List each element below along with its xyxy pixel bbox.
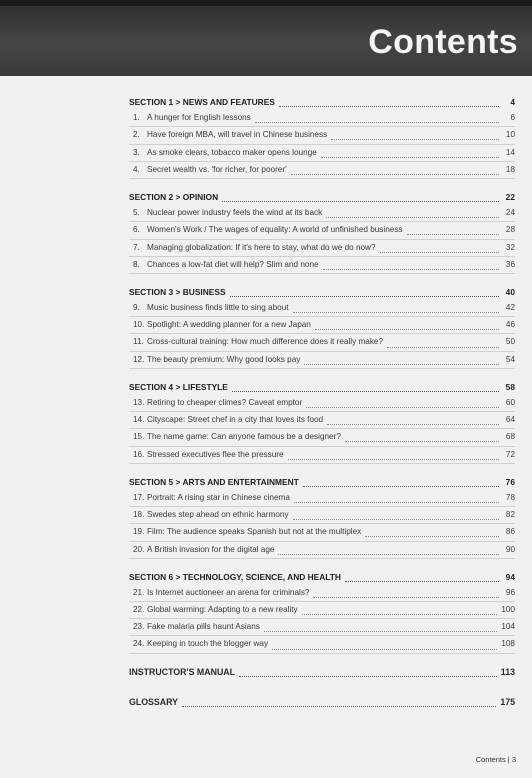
entry-title: Retiring to cheaper climes? Caveat emptor bbox=[147, 398, 303, 407]
entry-page: 64 bbox=[505, 415, 515, 425]
section-title: GLOSSARY bbox=[129, 696, 179, 707]
section-page: 175 bbox=[500, 696, 515, 707]
entry-title: Global warming: Adapting to a new reality bbox=[147, 605, 298, 615]
dot-leader bbox=[365, 527, 499, 537]
dot-leader bbox=[407, 225, 499, 235]
dot-leader bbox=[304, 355, 499, 365]
section-page: 22 bbox=[505, 191, 515, 202]
toc-entry[interactable] bbox=[129, 162, 515, 179]
entry-number: 24. bbox=[133, 639, 145, 649]
dot-leader bbox=[291, 165, 499, 175]
entry-title: Fake malaria pills haunt Asians bbox=[147, 622, 260, 632]
entry-page: 36 bbox=[505, 259, 515, 269]
entry-number: 17. bbox=[133, 492, 145, 502]
section-page: 113 bbox=[500, 666, 515, 677]
dot-leader bbox=[293, 510, 499, 520]
entry-number: 18. bbox=[133, 510, 145, 520]
entry-number: 9. bbox=[133, 303, 140, 313]
dot-leader bbox=[326, 208, 499, 218]
toc-entry[interactable] bbox=[129, 507, 515, 524]
entry-number: 5. bbox=[133, 208, 140, 218]
entry-page: 6 bbox=[510, 113, 515, 123]
dot-leader bbox=[182, 697, 496, 707]
entry-page: 104 bbox=[501, 622, 515, 632]
entry-number: 12. bbox=[133, 354, 145, 364]
toc-entry[interactable] bbox=[129, 300, 515, 317]
entry-number: 7. bbox=[133, 242, 140, 252]
entry-title: Stressed executives flee the pressure bbox=[147, 449, 284, 459]
entry-page: 32 bbox=[505, 242, 515, 252]
toc-entry[interactable] bbox=[129, 145, 515, 162]
dot-leader bbox=[303, 477, 499, 487]
entry-title: Spotlight: A wedding planner for a new Japan bbox=[147, 320, 311, 330]
entry-title: Managing globalization: If it's here to stay, what do we do now? bbox=[147, 242, 376, 252]
toc-instructors-manual bbox=[129, 664, 515, 680]
entry-page: 60 bbox=[505, 398, 515, 407]
entry-page: 28 bbox=[505, 225, 515, 235]
header-banner bbox=[0, 0, 532, 76]
section-heading[interactable] bbox=[129, 284, 515, 300]
dot-leader bbox=[306, 398, 499, 408]
toc-entry[interactable] bbox=[129, 257, 515, 274]
entry-title: Film: The audience speaks Spanish but not at the multiplex bbox=[147, 527, 362, 537]
entry-page: 72 bbox=[505, 449, 515, 459]
toc-section-6 bbox=[129, 569, 515, 654]
section-heading[interactable] bbox=[129, 664, 515, 680]
entry-number: 8. bbox=[133, 259, 140, 269]
entry-title: A British invasion for the digital age bbox=[147, 544, 275, 554]
section-title: SECTION 6 > TECHNOLOGY, SCIENCE, AND HEALTH bbox=[129, 571, 341, 582]
entry-number: 11. bbox=[133, 337, 144, 347]
section-page: 94 bbox=[505, 571, 515, 582]
section-heading[interactable] bbox=[129, 94, 515, 110]
table-of-contents bbox=[129, 94, 515, 724]
toc-entry[interactable] bbox=[129, 352, 515, 369]
entry-page: 100 bbox=[501, 605, 515, 615]
toc-entry[interactable] bbox=[129, 205, 515, 222]
entry-title: Have foreign MBA, will travel in Chinese business bbox=[147, 130, 328, 140]
entry-page: 50 bbox=[505, 337, 515, 347]
dot-leader bbox=[288, 450, 499, 460]
dot-leader bbox=[327, 415, 499, 425]
dot-leader bbox=[255, 113, 499, 123]
entry-title: Women's Work / The wages of equality: A world of unfinished business bbox=[147, 225, 403, 235]
entry-page: 86 bbox=[505, 527, 515, 537]
entry-title: Chances a low-fat diet will help? Slim and none bbox=[147, 259, 319, 269]
dot-leader bbox=[331, 130, 499, 140]
entry-page: 42 bbox=[505, 303, 515, 313]
toc-entry[interactable] bbox=[129, 127, 515, 144]
entry-page: 24 bbox=[505, 208, 515, 218]
dot-leader bbox=[345, 432, 499, 442]
dot-leader bbox=[230, 287, 499, 297]
toc-entry[interactable] bbox=[129, 222, 515, 239]
toc-section-2 bbox=[129, 189, 515, 274]
toc-entry[interactable] bbox=[129, 395, 515, 412]
entry-number: 19. bbox=[133, 527, 145, 537]
toc-section-1 bbox=[129, 94, 515, 179]
entry-page: 96 bbox=[505, 587, 515, 597]
dot-leader bbox=[278, 545, 499, 555]
toc-entry[interactable] bbox=[129, 524, 515, 541]
entry-number: 21. bbox=[133, 587, 145, 597]
entry-title: A hunger for English lessons bbox=[147, 113, 251, 123]
entry-page: 108 bbox=[501, 639, 515, 649]
toc-entry[interactable] bbox=[129, 412, 515, 429]
dot-leader bbox=[264, 622, 497, 632]
toc-entry[interactable] bbox=[129, 585, 515, 602]
toc-entry[interactable] bbox=[129, 429, 515, 446]
section-heading[interactable] bbox=[129, 694, 515, 710]
entry-title: Keeping in touch the blogger way bbox=[147, 639, 269, 649]
entry-number: 1. bbox=[133, 113, 140, 123]
entry-page: 54 bbox=[505, 354, 515, 364]
entry-title: Secret wealth vs. 'for richer, for poorer' bbox=[147, 164, 287, 174]
page-footer: Contents | 3 bbox=[475, 755, 516, 764]
section-heading[interactable] bbox=[129, 474, 515, 490]
entry-number: 4. bbox=[133, 164, 140, 174]
entry-page: 68 bbox=[505, 432, 515, 442]
toc-entry[interactable] bbox=[129, 636, 515, 653]
toc-section-4 bbox=[129, 379, 515, 464]
dot-leader bbox=[222, 192, 499, 202]
section-title: SECTION 1 > NEWS AND FEATURES bbox=[129, 97, 275, 107]
entry-number: 22. bbox=[133, 605, 145, 615]
dot-leader bbox=[387, 338, 499, 348]
toc-entry[interactable] bbox=[129, 447, 515, 464]
dot-leader bbox=[313, 588, 499, 598]
section-title: INSTRUCTOR'S MANUAL bbox=[129, 666, 236, 677]
dot-leader bbox=[345, 572, 499, 582]
toc-entry[interactable] bbox=[129, 240, 515, 257]
dot-leader bbox=[294, 493, 499, 503]
toc-entry[interactable] bbox=[129, 317, 515, 334]
entry-page: 10 bbox=[505, 130, 515, 140]
section-title: SECTION 2 > OPINION bbox=[129, 191, 219, 202]
entry-page: 18 bbox=[505, 164, 515, 174]
entry-title: As smoke clears, tobacco maker opens lounge bbox=[147, 147, 317, 157]
entry-number: 23. bbox=[133, 622, 145, 632]
section-title: SECTION 5 > ARTS AND ENTERTAINMENT bbox=[129, 476, 299, 487]
entry-number: 2. bbox=[133, 130, 140, 140]
page-title: Contents bbox=[368, 23, 518, 61]
toc-entry[interactable] bbox=[129, 110, 515, 127]
section-title: SECTION 3 > BUSINESS bbox=[129, 286, 226, 297]
dot-leader bbox=[279, 97, 499, 107]
entry-page: 90 bbox=[505, 544, 515, 554]
banner-top-strip bbox=[0, 0, 532, 6]
toc-entry[interactable] bbox=[129, 334, 515, 351]
entry-title: Cross-cultural training: How much difference does it really make? bbox=[147, 337, 384, 347]
entry-number: 20. bbox=[133, 544, 145, 554]
dot-leader bbox=[232, 382, 499, 392]
dot-leader bbox=[323, 260, 499, 270]
entry-number: 14. bbox=[133, 415, 145, 425]
entry-page: 46 bbox=[505, 320, 515, 330]
dot-leader bbox=[380, 243, 499, 253]
entry-number: 15. bbox=[133, 432, 145, 442]
entry-number: 6. bbox=[133, 225, 140, 235]
toc-entry[interactable] bbox=[129, 490, 515, 507]
entry-title: Nuclear power industry feels the wind at its back bbox=[147, 208, 323, 218]
toc-section-3 bbox=[129, 284, 515, 369]
dot-leader bbox=[272, 640, 497, 650]
section-heading[interactable] bbox=[129, 569, 515, 585]
toc-entry[interactable] bbox=[129, 602, 515, 619]
section-title: SECTION 4 > LIFESTYLE bbox=[129, 381, 228, 392]
entry-title: Music business finds little to sing about bbox=[147, 303, 289, 313]
entry-title: Portrait: A rising star in Chinese cinema bbox=[147, 492, 290, 502]
entry-page: 14 bbox=[505, 147, 515, 157]
dot-leader bbox=[302, 605, 498, 615]
dot-leader bbox=[315, 320, 499, 330]
entry-title: The name game: Can anyone famous be a designer? bbox=[147, 432, 341, 442]
dot-leader bbox=[239, 667, 497, 677]
entry-title: The beauty premium: Why good looks pay bbox=[147, 354, 301, 364]
section-page: 76 bbox=[505, 476, 515, 487]
section-heading[interactable] bbox=[129, 189, 515, 205]
entry-title: Is Internet auctioneer an arena for criminals? bbox=[147, 587, 310, 597]
toc-glossary bbox=[129, 694, 515, 710]
entry-number: 13. bbox=[133, 398, 145, 407]
toc-section-5 bbox=[129, 474, 515, 559]
entry-title: Cityscape: Street chef in a city that loves its food bbox=[147, 415, 324, 425]
entry-page: 82 bbox=[505, 510, 515, 520]
dot-leader bbox=[293, 303, 499, 313]
section-heading[interactable] bbox=[129, 379, 515, 395]
toc-entry[interactable] bbox=[129, 542, 515, 559]
dot-leader bbox=[321, 148, 499, 158]
section-page: 40 bbox=[505, 286, 515, 297]
entry-page: 78 bbox=[505, 492, 515, 502]
entry-number: 10. bbox=[133, 320, 145, 330]
entry-number: 16. bbox=[133, 449, 145, 459]
section-page: 4 bbox=[510, 97, 515, 107]
entry-title: Swedes step ahead on ethnic harmony bbox=[147, 510, 289, 520]
entry-number: 3. bbox=[133, 147, 140, 157]
toc-entry[interactable] bbox=[129, 619, 515, 636]
section-page: 58 bbox=[505, 381, 515, 392]
